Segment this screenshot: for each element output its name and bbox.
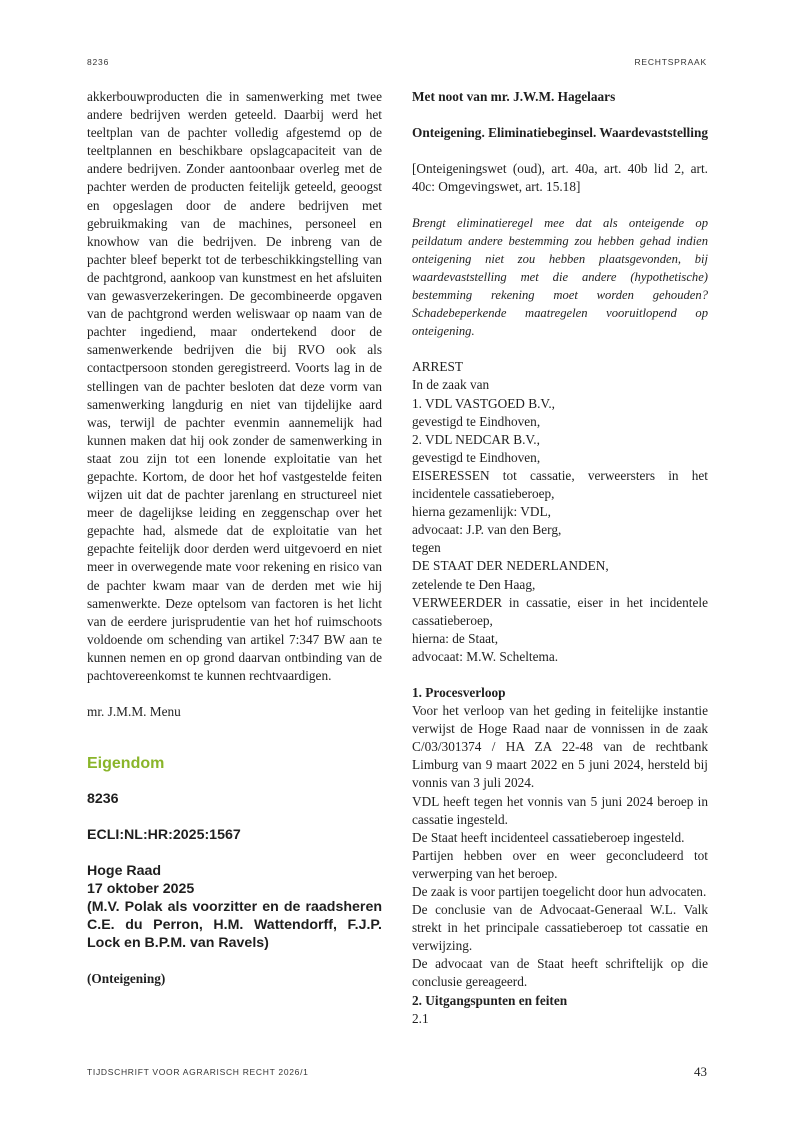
procedure-paragraph: De advocaat van de Staat heeft schriftelijk op die conclusie gereageerd. [412, 956, 708, 990]
court-name: Hoge Raad [87, 863, 162, 880]
parties-line: hierna: de Staat, [412, 630, 499, 646]
parties-line: zetelende te Den Haag, [412, 576, 536, 592]
parties-line: gevestigd te Eindhoven, [412, 449, 541, 465]
procedure-paragraph: De conclusie van de Advocaat-Generaal W.L. Valk strekt in het principale cassatieberoep tot cassatie en verwijzing. [412, 902, 708, 954]
parties-line: tegen [412, 540, 441, 556]
journal-footer: TIJDSCHRIFT VOOR AGRARISCH RECHT 2026/1 [87, 1067, 309, 1077]
section-heading-uitgangspunten: 2. Uitgangspunten en feiten [412, 992, 568, 1008]
case-summary: Brengt eliminatieregel mee dat als onteigende op peildatum andere bestemming zou hebben gehad indien onteigening niet zou hebben plaatsgevonden, bij waardevaststelling met die andere (hypothetische) bestemming rekening moet worden gehouden? Schadebeperkende maatregelen vooruitlopend op onteigening. [412, 216, 708, 339]
decision-date: 17 oktober 2025 [87, 881, 195, 898]
parties-line: advocaat: M.W. Scheltema. [412, 648, 559, 664]
court-composition: (M.V. Polak als voorzitter en de raadsheren C.E. du Perron, H.M. Wattendorff, F.J.P. Lock en B.P.M. van Ravels) [87, 899, 382, 952]
parties-line: gevestigd te Eindhoven, [412, 413, 541, 429]
parties-line: 1. VDL VASTGOED B.V., [412, 395, 555, 411]
parties-line: advocaat: J.P. van den Berg, [412, 522, 562, 538]
subsection-number: 2.1 [412, 1010, 429, 1026]
running-header-case-number: 8236 [87, 57, 110, 67]
section-heading-procesverloop: 1. Procesverloop [412, 684, 506, 700]
parties-line: VERWEERDER in cassatie, eiser in het incidentele cassatieberoep, [412, 594, 708, 628]
case-number: 8236 [87, 791, 119, 808]
ecli-identifier: ECLI:NL:HR:2025:1567 [87, 827, 241, 844]
running-header-section: RECHTSPRAAK [634, 57, 707, 67]
author-signature: mr. J.M.M. Menu [87, 704, 181, 720]
legal-articles: [Onteigeningswet (oud), art. 40a, art. 40b lid 2, art. 40c: Omgevingswet, art. 15.18] [412, 161, 708, 195]
annotation-note: Met noot van mr. J.W.M. Hagelaars [412, 89, 616, 104]
parties-line: hierna gezamenlijk: VDL, [412, 504, 551, 520]
procedure-paragraph: Voor het verloop van het geding in feitelijke instantie verwijst de Hoge Raad naar de vonnissen in de zaak C/03/301374 / HA ZA 22-48 van de rechtbank Limburg van 9 maart 2022 en 5 juni 2024, hersteld bij vonnis van 3 juli 2024. [412, 703, 708, 791]
topic-label: (Onteigening) [87, 971, 166, 987]
procedure-paragraph: Partijen hebben over en weer geconcludeerd tot verwerping van het beroep. [412, 847, 708, 881]
procedure-paragraph: De zaak is voor partijen toegelicht door hun advocaten. [412, 884, 707, 899]
procedure-paragraph: VDL heeft tegen het vonnis van 5 juni 2024 beroep in cassatie ingesteld. [412, 793, 708, 827]
parties-line: EISERESSEN tot cassatie, verweersters in het incidentele cassatieberoep, [412, 467, 708, 502]
body-paragraph: akkerbouwproducten die in samenwerking met twee andere bedrijven werden geteeld. Daarbij werd het teeltplan van de pachter volledig afgestemd op de teeltplannen en beschikbare opslagcapaciteit van de andere bedrijven. Zonder aantoonbaar overleg met de pachter werden de producten feitelijk geteeld, geoogst en opgeslagen door de andere bedrijven met gebruikmaking van de machines, personeel en knowhow van die bedrijven. De inbreng van de pachter bleef beperkt tot de terbeschikkingstelling van de pachtgrond, aankoop van kunstmest en het afsluiten van gewasverzekeringen. De gecombineerde opgaven van de pachtgrond werden weliswaar op naam van de pachter ingediend, maar ondertekend door de samenwerkende bedrijven die bij RVO ook als contactpersoon stonden geregistreerd. Voorts lag in de stellingen van de pachter besloten dat deze vorm van samenwerking langdurig en niet van tijdelijke aard was, terwijl de pachter evenmin aannemelijk had kunnen maken dat hij ook zonder de samenwerking in staat zou zijn tot een lonende exploitatie van het gepachte. Kortom, de door het hof vastgestelde feiten wijzen uit dat de pachter jarenlang en structureel niet meer de dagelijkse leiding en zeggenschap over het gepachte had, alsmede dat de exploitatie van het gepachte feitelijk door derden werd uitgevoerd en niet meer in overwegende mate voor rekening en risico van de pachter kwam maar van de derden met wie hij samenwerkte. Deze optelsom van factoren is het licht van de eerdere jurisprudentie van het hof ruimschoots voldoende om schending van artikel 7:347 BW aan te kunnen nemen en op grond daarvan ontbinding van de pachtovereenkomst te kunnen rechtvaardigen. [87, 89, 382, 683]
parties-block [412, 358, 708, 666]
right-column [412, 88, 708, 1028]
page-number: 43 [694, 1064, 707, 1079]
parties-line: 2. VDL NEDCAR B.V., [412, 431, 540, 447]
left-column [87, 88, 382, 988]
parties-line: ARREST [412, 359, 463, 375]
procedure-paragraph: De Staat heeft incidenteel cassatieberoep ingesteld. [412, 829, 685, 845]
parties-line: In de zaak van [412, 377, 490, 393]
rubric-heading: Eigendom [87, 755, 165, 773]
keywords: Onteigening. Eliminatiebeginsel. Waardevaststelling [412, 125, 708, 141]
parties-line: DE STAAT DER NEDERLANDEN, [412, 558, 609, 574]
